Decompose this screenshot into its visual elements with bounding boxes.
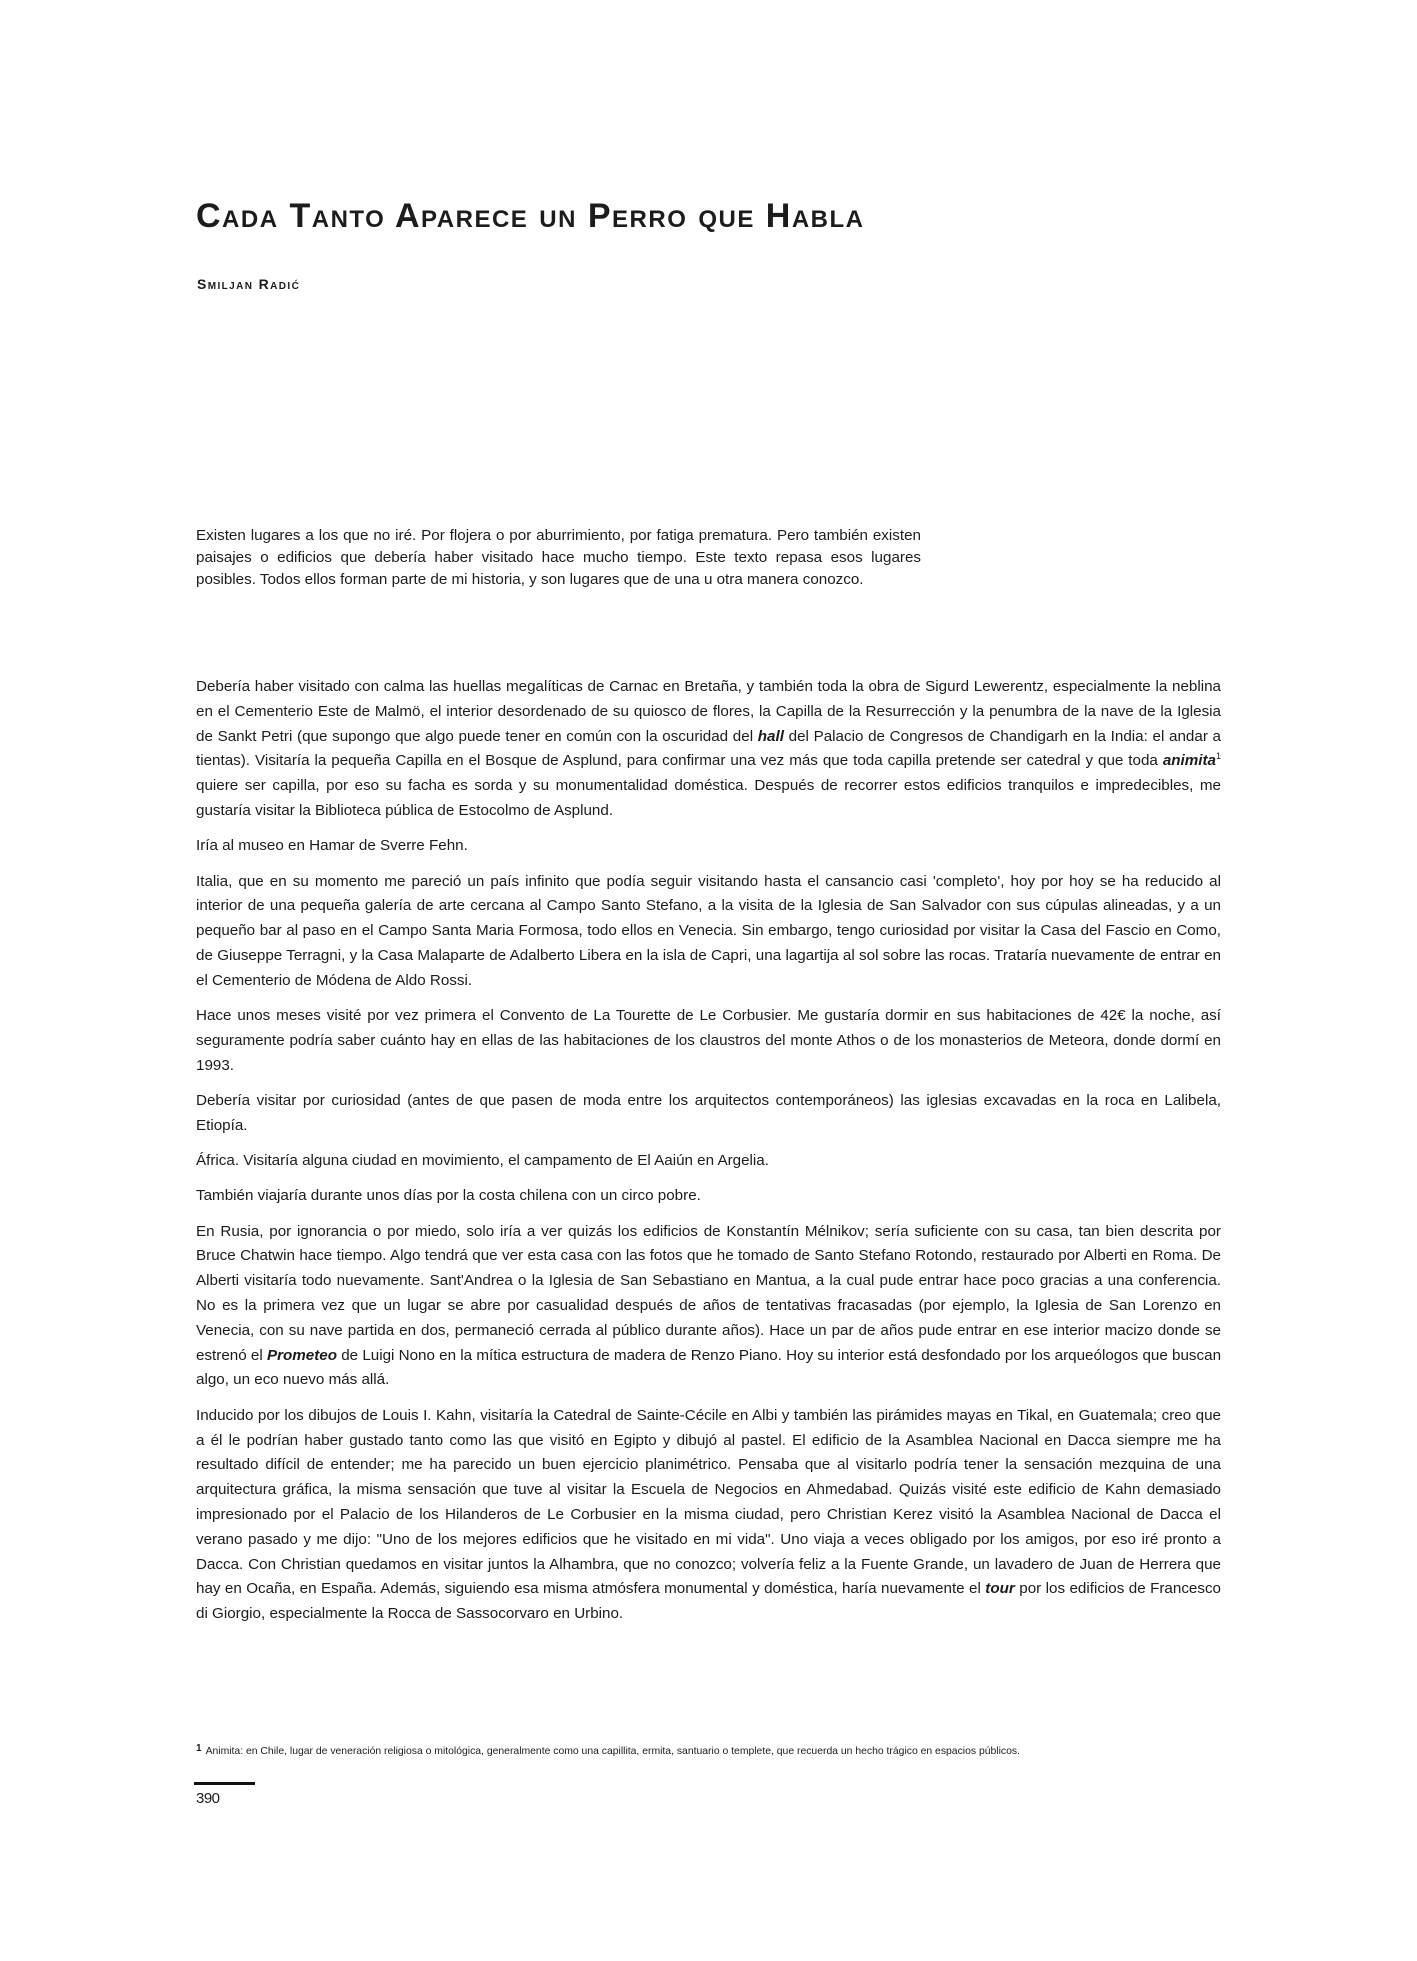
body-paragraph-8 xyxy=(196,1220,1221,1394)
body-paragraph-9 xyxy=(196,1404,1221,1627)
footnote-text: Animita: en Chile, lugar de veneración religiosa o mitológica, generalmente como una capillita, ermita, santuario o templete, que recuerda un hecho trágico en espacios públicos. xyxy=(205,1746,1020,1757)
text-run: del Palacio de Congresos de Chandigarh en la India: el andar a tientas). Visitaría la pequeña Capilla en el Bosque de Asplund, para confirmar una vez más que toda capilla pretende ser catedral y que toda xyxy=(196,727,1222,770)
body-paragraph-6: África. Visitaría alguna ciudad en movimiento, el campamento de El Aaiún en Argelia. xyxy=(196,1152,769,1170)
intro-paragraph: Existen lugares a los que no iré. Por flojera o por aburrimiento, por fatiga prematura. Pero también existen paisajes o edificios que debería haber visitado hace mucho tiempo. Este texto repasa esos lugares posibles. Todos ellos forman parte de mi historia, y son lugares que de una u otra manera conozco. xyxy=(196,527,921,588)
page-number: 390 xyxy=(196,1790,220,1807)
italic-term-tour: tour xyxy=(985,1580,1015,1598)
body-paragraph-3: Italia, que en su momento me pareció un país infinito que podía seguir visitando hasta el cansancio casi 'completo', hoy por hoy se ha reducido al interior de una pequeña galería de arte cercana al Campo Santo Stefano, a la visita de la Iglesia de San Salvador con sus cúpulas alineadas, y a un pequeño bar al paso en el Campo Santa Maria Formosa, todo ellos en Venecia. Sin embargo, tengo curiosidad por visitar la Casa del Fascio en Como, de Giuseppe Terragni, y la Casa Malaparte de Adalberto Libera en la isla de Capri, una lagartija al sol sobre las rocas. Trataría nuevamente de entrar en el Cementerio de Módena de Aldo Rossi. xyxy=(196,872,1221,989)
article-body xyxy=(196,675,1221,1637)
footnote-reference[interactable]: 1 xyxy=(1215,751,1221,762)
article-title: Cada Tanto Aparece un Perro que Habla xyxy=(196,197,865,235)
text-run: Inducido por los dibujos de Louis I. Kahn, visitaría la Catedral de Sainte-Cécile en Albi y también las pirámides mayas en Tikal, en Guatemala; creo que a él le podrían haber gustado tanto como las que visitó en Egipto y dibujó al pastel. El edificio de la Asamblea Nacional en Dacca siempre me ha resultado difícil de entender; me ha parecido un buen ejercicio planimétrico. Pensaba que al visitarlo podría tener la sensación mezquina de una arquitectura gráfica, la misma sensación que tuve al visitar la Escuela de Negocios en Ahmedabad. Quizás visité este edificio de Kahn demasiado impresionado por el Palacio de los Hilanderos de Le Corbusier en la misma ciudad, pero Christian Kerez visitó la Asamblea Nacional de Dacca el verano pasado y me dijo: "Uno de los mejores edificios que he visitado en mi vida". Uno viaja a veces obligado por los amigos, por eso iré pronto a Dacca. Con Christian quedamos en visitar juntos la Alhambra, que no conozco; volvería feliz a la Fuente Grande, un lavadero de Juan de Herrera que hay en Ocaña, en España. Además, siguiendo esa misma atmósfera monumental y doméstica, haría nuevamente el xyxy=(196,1406,1221,1598)
text-run: Debería haber visitado con calma las huellas megalíticas de Carnac en Bretaña, y también toda la obra de Sigurd Lewerentz, especialmente la neblina en el Cementerio Este de Malmö, el interior desordenado de su quiosco de flores, la Capilla de la Resurrección y la penumbra de la nave de la Iglesia de Sankt Petri (que supongo que algo puede tener en común con la oscuridad del xyxy=(196,678,1221,745)
italic-term-hall: hall xyxy=(757,727,784,745)
body-paragraph-5: Debería visitar por curiosidad (antes de que pasen de moda entre los arquitectos contemporáneos) las iglesias excavadas en la roca en Lalibela, Etiopía. xyxy=(196,1091,1221,1134)
body-paragraph-4: Hace unos meses visité por vez primera el Convento de La Tourette de Le Corbusier. Me gustaría dormir en sus habitaciones de 42€ la noche, así seguramente podría saber cuánto hay en ellas de las habitaciones de los claustros del monte Athos o de los monasterios de Meteora, donde dormí en 1993. xyxy=(196,1007,1221,1074)
italic-term-animita: animita xyxy=(1162,752,1216,770)
article-author: Smiljan Radić xyxy=(197,276,301,292)
body-paragraph-7: También viajaría durante unos días por la costa chilena con un circo pobre. xyxy=(196,1187,701,1205)
page-number-rule xyxy=(194,1782,255,1785)
text-run: quiere ser capilla, por eso su facha es sorda y su monumentalidad doméstica. Después de recorrer estos edificios tranquilos e impredecibles, me gustaría visitar la Biblioteca pública de Estocolmo de Asplund. xyxy=(196,777,1221,819)
text-run: de Luigi Nono en la mítica estructura de madera de Renzo Piano. Hoy su interior está desfondado por los arqueólogos que buscan algo, un eco nuevo más allá. xyxy=(196,1346,1222,1389)
body-paragraph-2: Iría al museo en Hamar de Sverre Fehn. xyxy=(196,837,468,855)
italic-term-prometeo: Prometeo xyxy=(266,1346,337,1364)
text-run: En Rusia, por ignorancia o por miedo, solo iría a ver quizás los edificios de Konstantín Mélnikov; sería suficiente con su casa, tan bien descrita por Bruce Chatwin hace tiempo. Algo tendrá que ver esta casa con las fotos que he tomado de Santo Stefano Rotondo, restaurado por Alberti en Roma. De Alberti visitaría todo nuevamente. Sant'Andrea o la Iglesia de San Sebastiano en Mantua, a la cual pude entrar hace poco gracias a una conferencia. No es la primera vez que un lugar se abre por casualidad después de años de tentativas fracasadas (por ejemplo, la Iglesia de San Lorenzo en Venecia, con su nave partida en dos, permaneció cerrada al público durante años). Hace un par de años pude entrar en ese interior macizo donde se estrenó el xyxy=(196,1222,1221,1364)
footnote xyxy=(196,1742,1236,1759)
footnote-number: 1 xyxy=(196,1743,202,1754)
text-run: por los edificios de Francesco di Giorgio, especialmente la Rocca de Sassocorvaro en Urbino. xyxy=(196,1580,1221,1623)
body-paragraph-1 xyxy=(196,675,1221,824)
